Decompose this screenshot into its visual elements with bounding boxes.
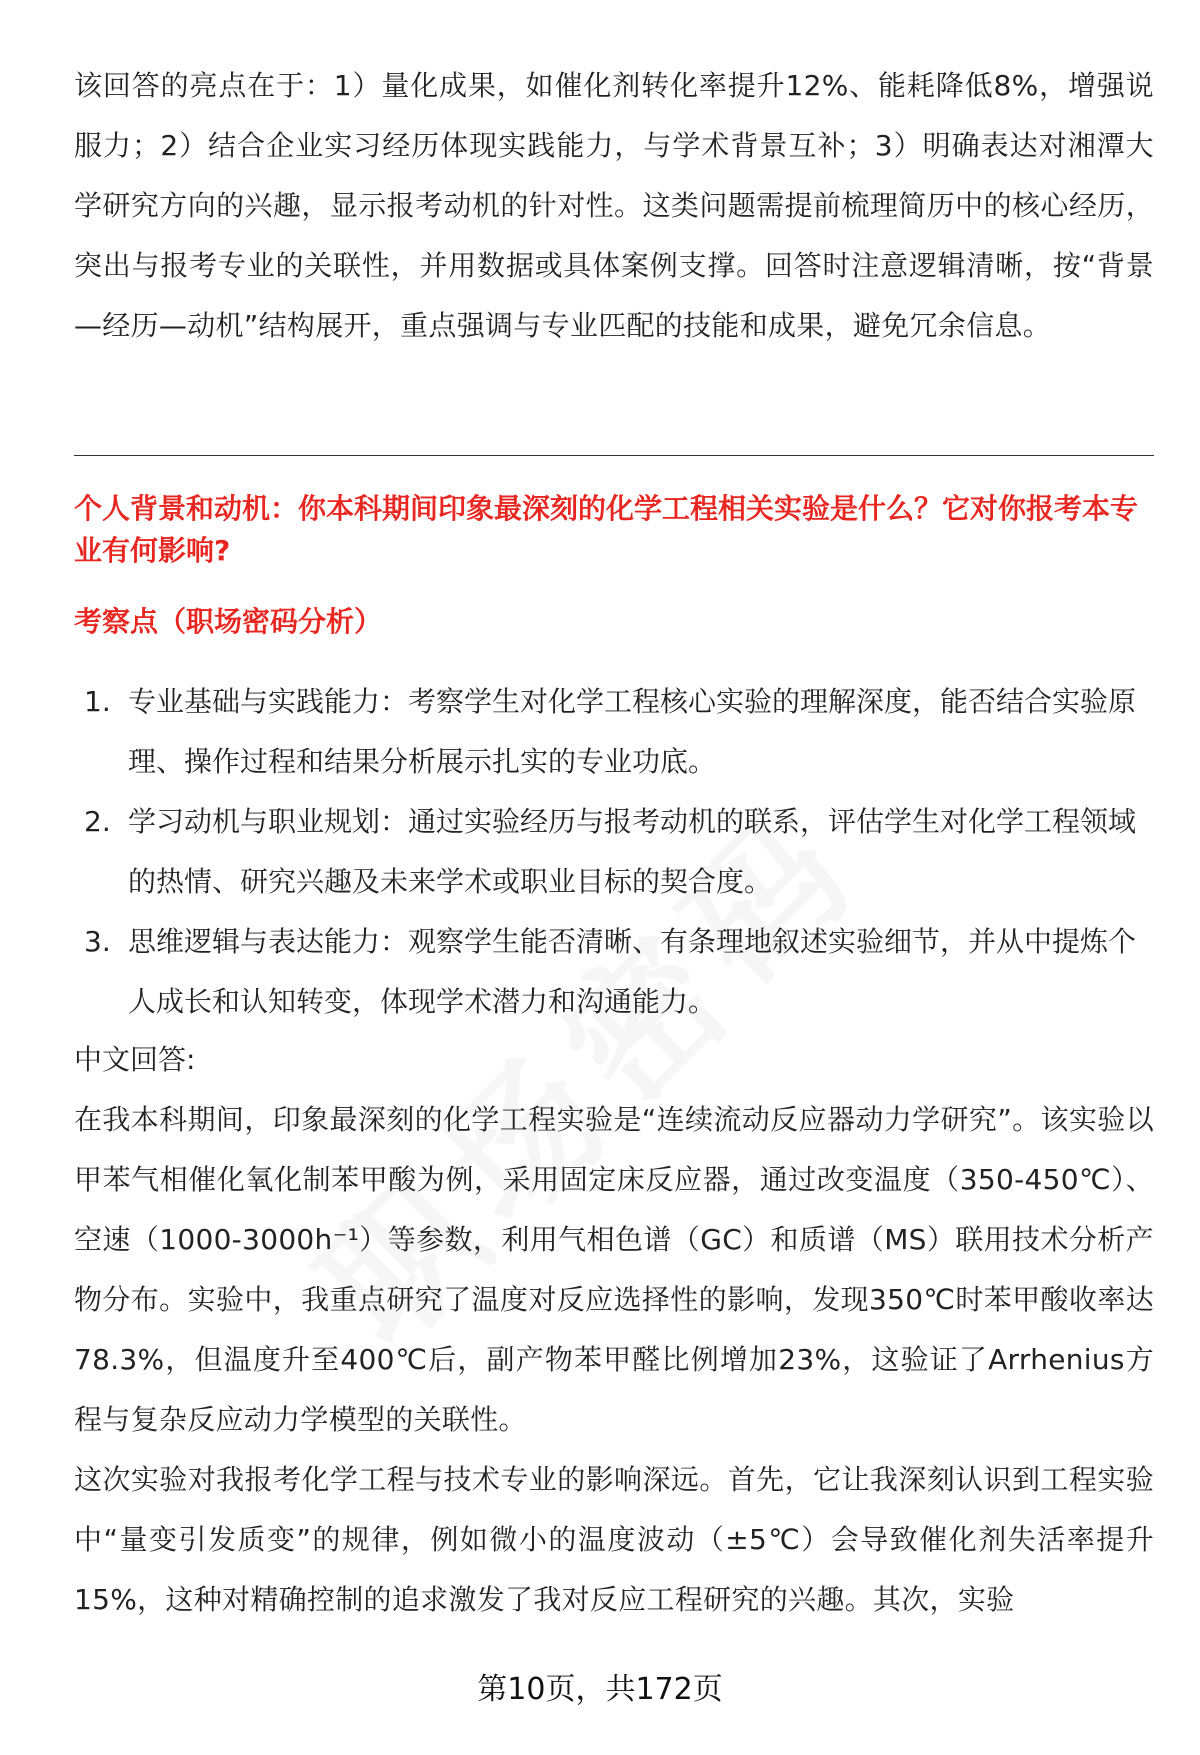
assessment-list [74, 672, 1154, 1032]
page-number: 第10页，共172页 [477, 1672, 723, 1707]
answer-paragraph-2: 这次实验对我报考化学工程与技术专业的影响深远。首先，它让我深刻认识到工程实验中“量变引发质变”的规律，例如微小的温度波动（±5℃）会导致催化剂失活率提升15%，这种对精确控制的追求激发了我对反应工程研究的兴趣。其次，实验 [74, 1463, 1154, 1616]
list-item [74, 792, 1154, 912]
list-item-text: 专业基础与实践能力：考察学生对化学工程核心实验的理解深度，能否结合实验原理、操作过程和结果分析展示扎实的专业功底。 [128, 685, 1137, 778]
answer-paragraph-1: 在我本科期间，印象最深刻的化学工程实验是“连续流动反应器动力学研究”。该实验以甲苯气相催化氧化制苯甲酸为例，采用固定床反应器，通过改变温度（350-450℃）、空速（1000-3000h⁻¹）等参数，利用气相色谱（GC）和质谱（MS）联用技术分析产物分布。实验中，我重点研究了温度对反应选择性的影响，发现350℃时苯甲酸收率达78.3%，但温度升至400℃后，副产物苯甲醛比例增加23%，这验证了Arrhenius方程与复杂反应动力学模型的关联性。 [74, 1103, 1154, 1436]
list-item [74, 672, 1154, 792]
list-item-number: 2. [84, 805, 111, 838]
assessment-heading: 考察点（职场密码分析） [74, 605, 383, 638]
list-item-text: 思维逻辑与表达能力：观察学生能否清晰、有条理地叙述实验细节，并从中提炼个人成长和认知转变，体现学术潜力和沟通能力。 [128, 925, 1137, 1018]
intro-paragraph: 该回答的亮点在于：1）量化成果，如催化剂转化率提升12%、能耗降低8%，增强说服力；2）结合企业实习经历体现实践能力，与学术背景互补；3）明确表达对湘潭大学研究方向的兴趣，显示报考动机的针对性。这类问题需提前梳理简历中的核心经历，突出与报考专业的关联性，并用数据或具体案例支撑。回答时注意逻辑清晰，按“背景—经历—动机”结构展开，重点强调与专业匹配的技能和成果，避免冗余信息。 [74, 69, 1154, 342]
question-heading: 个人背景和动机：你本科期间印象最深刻的化学工程相关实验是什么？它对你报考本专业有何影响? [74, 492, 1139, 567]
answer-label: 中文回答: [74, 1043, 196, 1076]
answer-body [74, 1090, 1154, 1630]
list-item-text: 学习动机与职业规划：通过实验经历与报考动机的联系，评估学生对化学工程领域的热情、研究兴趣及未来学术或职业目标的契合度。 [128, 805, 1137, 898]
list-item-number: 1. [84, 685, 111, 718]
list-item [74, 912, 1154, 1032]
list-item-number: 3. [84, 925, 111, 958]
section-divider [74, 455, 1154, 456]
intro-section [74, 56, 1154, 356]
